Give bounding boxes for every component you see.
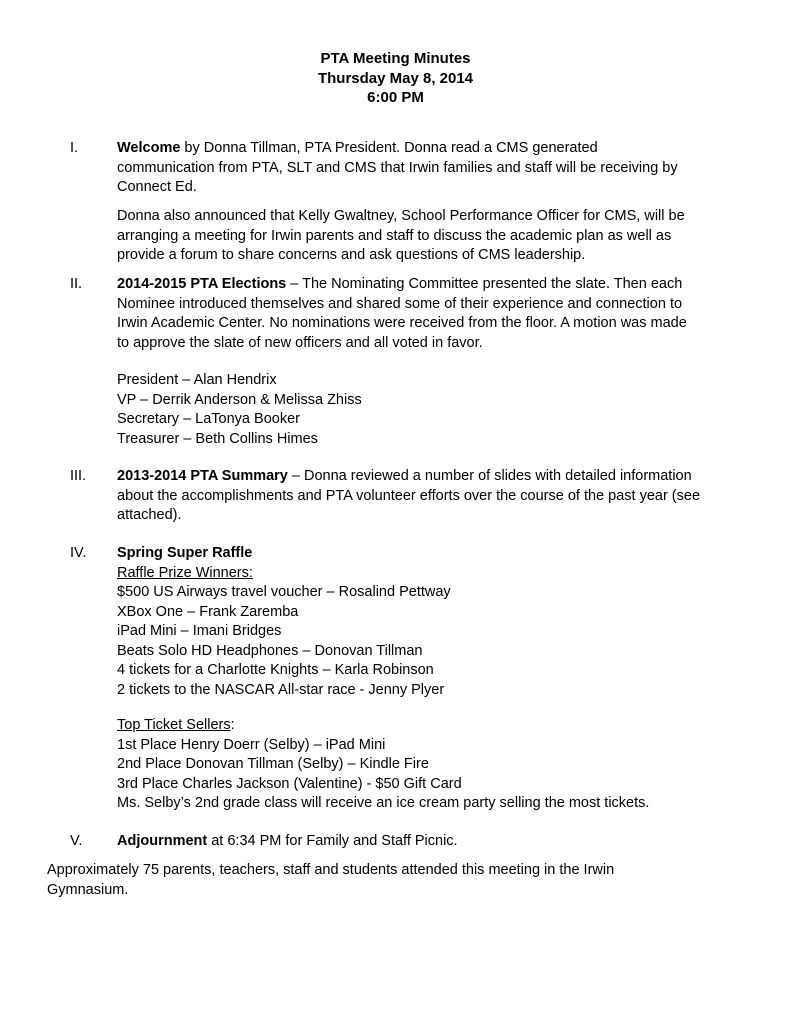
officer-item: Treasurer – Beth Collins Himes: [117, 430, 318, 447]
text-line: provide a forum to share concerns and ask questions of CMS leadership.: [117, 247, 586, 263]
raffle-winner-item: 4 tickets for a Charlotte Knights – Karla Robinson: [117, 662, 434, 678]
raffle-winner-item: 2 tickets to the NASCAR All-star race - Jenny Plyer: [117, 681, 445, 698]
section-numeral: III.: [70, 468, 87, 484]
meeting-time: 6:00 PM: [367, 89, 424, 106]
section-heading: Spring Super Raffle: [117, 545, 253, 561]
officer-item: VP – Derrik Anderson & Melissa Zhiss: [117, 391, 362, 408]
text-line: at 6:34 PM for Family and Staff Picnic.: [207, 833, 458, 849]
closing-line: Gymnasium.: [47, 881, 129, 898]
raffle-winner-item: XBox One – Frank Zaremba: [117, 603, 299, 620]
officer-item: Secretary – LaTonya Booker: [117, 411, 300, 427]
officer-item: President – Alan Hendrix: [117, 372, 277, 388]
section-numeral: V.: [70, 833, 83, 849]
text-line: – Donna reviewed a number of slides with detailed information: [287, 468, 692, 484]
text-line: Nominee introduced themselves and shared some of their experience and connection to: [117, 295, 683, 312]
text-line: to approve the slate of new officers and all voted in favor.: [117, 334, 483, 351]
closing-line: Approximately 75 parents, teachers, staff and students attended this meeting in the Irwin: [47, 862, 615, 878]
document-title-block: [0, 49, 791, 108]
page-title: PTA Meeting Minutes: [320, 50, 471, 67]
text-line: communication from PTA, SLT and CMS that Irwin families and staff will be receiving by: [117, 159, 678, 176]
text-line: by Donna Tillman, PTA President. Donna read a CMS generated: [180, 140, 598, 156]
section-heading: Welcome: [117, 140, 181, 156]
raffle-winner-item: iPad Mini – Imani Bridges: [117, 623, 282, 639]
text-line: Connect Ed.: [117, 179, 197, 195]
section-numeral: IV.: [70, 545, 87, 561]
text-line: Irwin Academic Center. No nominations were received from the floor. A motion was made: [117, 315, 687, 331]
section-adjournment-line: [117, 832, 458, 852]
text-line: arranging a meeting for Irwin parents and staff to discuss the academic plan as well as: [117, 227, 672, 244]
text-line: – The Nominating Committee presented the slate. Then each: [286, 276, 683, 292]
top-seller-item: 3rd Place Charles Jackson (Valentine) - $50 Gift Card: [117, 775, 462, 792]
top-sellers-label: Top Ticket Sellers: [117, 717, 231, 733]
top-seller-item: 1st Place Henry Doerr (Selby) – iPad Mini: [117, 736, 386, 753]
top-sellers-colon: :: [230, 717, 235, 733]
top-seller-item: 2nd Place Donovan Tillman (Selby) – Kindle Fire: [117, 756, 429, 772]
top-seller-item: Ms. Selby’s 2nd grade class will receive an ice cream party selling the most tickets.: [117, 795, 650, 811]
section-heading: 2013-2014 PTA Summary: [117, 468, 288, 484]
text-line: Donna also announced that Kelly Gwaltney, School Performance Officer for CMS, will be: [117, 208, 685, 224]
section-welcome-line: [117, 139, 598, 159]
section-elections-line: [117, 275, 682, 295]
meeting-date: Thursday May 8, 2014: [317, 69, 474, 87]
raffle-winners-label: Raffle Prize Winners:: [117, 564, 253, 581]
text-line: about the accomplishments and PTA volunteer efforts over the course of the past year (see: [117, 487, 701, 504]
section-heading: 2014-2015 PTA Elections: [117, 276, 287, 292]
top-sellers-label-line: [117, 716, 235, 736]
section-numeral: I.: [70, 140, 79, 156]
section-numeral: II.: [70, 276, 83, 292]
raffle-winner-item: Beats Solo HD Headphones – Donovan Tillman: [117, 642, 423, 659]
section-heading: Adjournment: [117, 833, 208, 849]
text-line: attached).: [117, 507, 182, 523]
section-summary-line: [117, 467, 692, 487]
raffle-winner-item: $500 US Airways travel voucher – Rosalind Pettway: [117, 584, 451, 600]
